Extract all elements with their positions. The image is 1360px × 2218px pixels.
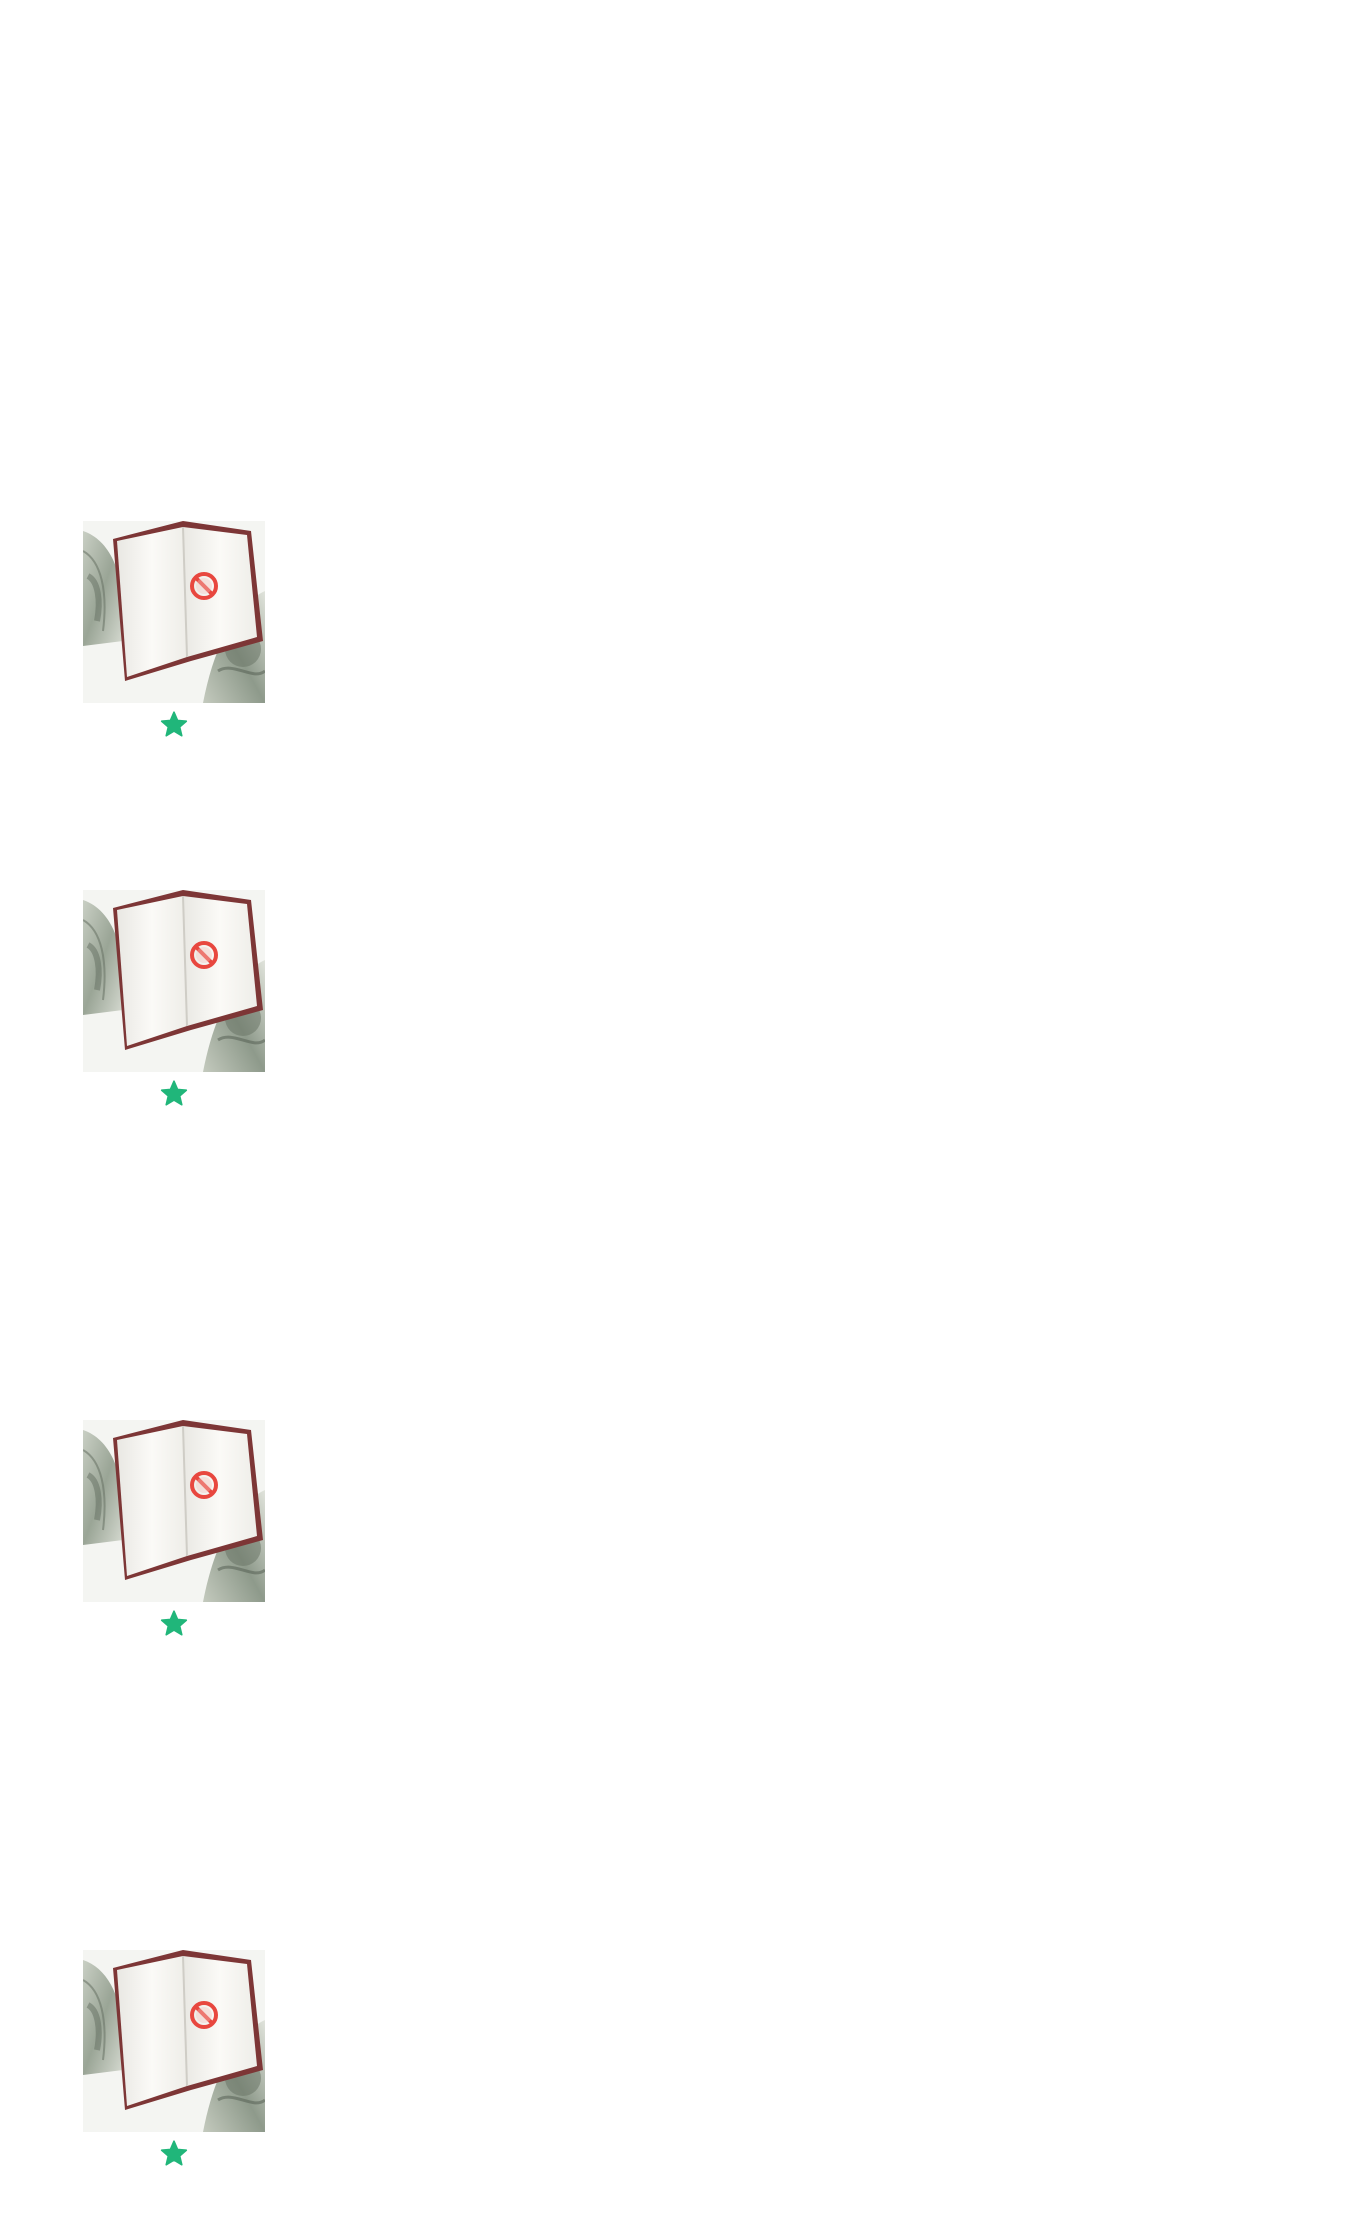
star-icon xyxy=(160,2140,188,2166)
rating-badge xyxy=(83,1076,265,1110)
star-icon xyxy=(160,711,188,737)
star-icon xyxy=(160,1610,188,1636)
product-card[interactable] xyxy=(83,1950,265,2170)
money-book-image xyxy=(83,890,265,1072)
rating-badge xyxy=(83,2136,265,2170)
money-book-image xyxy=(83,1420,265,1602)
rating-badge xyxy=(83,1606,265,1640)
money-book-thumbnail[interactable] xyxy=(83,1420,265,1602)
product-card[interactable] xyxy=(83,1420,265,1640)
product-card[interactable] xyxy=(83,890,265,1110)
rating-badge xyxy=(83,707,265,741)
money-book-thumbnail[interactable] xyxy=(83,1950,265,2132)
money-book-image xyxy=(83,1950,265,2132)
money-book-thumbnail[interactable] xyxy=(83,890,265,1072)
product-card[interactable] xyxy=(83,521,265,741)
star-icon xyxy=(160,1080,188,1106)
money-book-thumbnail[interactable] xyxy=(83,521,265,703)
money-book-image xyxy=(83,521,265,703)
